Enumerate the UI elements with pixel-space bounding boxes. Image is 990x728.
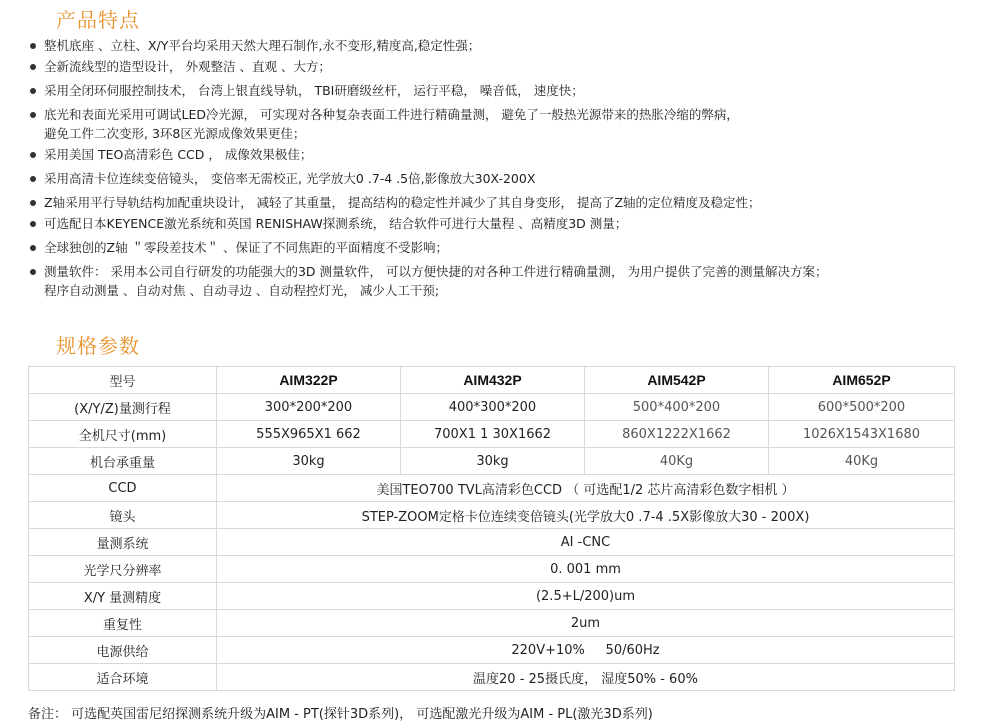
feature-text: 全球独创的Z轴 ＂零段差技术＂ 、保证了不同焦距的平面精度不受影响； [44, 240, 449, 255]
table-cell: 700X1 1 30X1662 [401, 421, 585, 448]
table-cell: (2.5+L/200)um [217, 583, 955, 610]
model-header: AIM322P [217, 367, 401, 394]
table-cell: 0. 001 mm [217, 556, 955, 583]
feature-item-5 [28, 145, 978, 164]
bullet-icon [30, 200, 36, 206]
table-row [29, 610, 955, 637]
table-row [29, 448, 955, 475]
table-row [29, 502, 955, 529]
table-cell: 555X965X1 662 [217, 421, 401, 448]
features-section-title: 产品特点 [56, 8, 140, 32]
row-label: 量测系统 [29, 529, 217, 556]
table-row [29, 475, 955, 502]
bullet-icon [30, 112, 36, 118]
feature-text: 全新流线型的造型设计， 外观整洁 、直观 、大方； [44, 59, 331, 74]
bullet-icon [30, 221, 36, 227]
table-cell: 温度20 - 25摄氏度， 湿度50% - 60% [217, 664, 955, 691]
table-cell: 600*500*200 [769, 394, 955, 421]
table-cell: 500*400*200 [585, 394, 769, 421]
feature-item-1 [28, 36, 978, 55]
table-cell: 40Kg [585, 448, 769, 475]
feature-text: 测量软件： 采用本公司自行研发的功能强大的3D 测量软件， 可以方便快捷的对各种工件进行精确量测， 为用户提供了完善的测量解决方案； [44, 264, 828, 279]
table-row [29, 637, 955, 664]
table-row [29, 421, 955, 448]
table-row [29, 394, 955, 421]
bullet-icon [30, 245, 36, 251]
row-label: 镜头 [29, 502, 217, 529]
feature-text: 程序自动测量 、自动对焦 、自动寻边 、自动程控灯光， 减少人工干预; [44, 283, 440, 298]
bullet-icon [30, 152, 36, 158]
row-label: 机台承重量 [29, 448, 217, 475]
table-cell: 1026X1543X1680 [769, 421, 955, 448]
feature-text: Z轴采用平行导轨结构加配重块设计， 减轻了其重量， 提高结构的稳定性并减少了其自身变形， 提高了Z轴的定位精度及稳定性； [44, 195, 761, 210]
feature-item-2 [28, 57, 978, 76]
row-label: 适合环境 [29, 664, 217, 691]
feature-text: 可选配日本KEYENCE激光系统和英国 RENISHAW探测系统， 结合软件可进行大量程 、高精度3D 测量； [44, 216, 628, 231]
feature-text: 采用高清卡位连续变倍镜头， 变倍率无需校正, 光学放大0 .7-4 .5倍,影像放大30X-200X [44, 171, 536, 186]
feature-item-4 [28, 105, 978, 143]
table-row [29, 529, 955, 556]
feature-text: 采用美国 TEO高清彩色 CCD ， 成像效果极佳； [44, 147, 313, 162]
table-cell: 860X1222X1662 [585, 421, 769, 448]
bullet-icon [30, 88, 36, 94]
row-label: 全机尺寸(mm) [29, 421, 217, 448]
feature-text: 采用全闭环伺服控制技术， 台湾上银直线导轨， TBI研磨级丝杆， 运行平稳， 噪音低， 速度快； [44, 83, 584, 98]
model-header: AIM542P [585, 367, 769, 394]
table-cell: 220V+10% 50/60Hz [217, 637, 955, 664]
header-label: 型号 [29, 367, 217, 394]
table-cell: 40Kg [769, 448, 955, 475]
features-list [28, 36, 978, 302]
row-label: (X/Y/Z)量测行程 [29, 394, 217, 421]
row-label: 光学尺分辨率 [29, 556, 217, 583]
row-label: CCD [29, 475, 217, 502]
feature-text: 整机底座 、立柱、X/Y平台均采用天然大理石制作,永不变形,精度高,稳定性强； [44, 38, 481, 53]
table-cell: 300*200*200 [217, 394, 401, 421]
spec-table [28, 366, 955, 691]
bullet-icon [30, 43, 36, 49]
feature-item-10 [28, 262, 978, 300]
model-header: AIM652P [769, 367, 955, 394]
table-cell: 美国TEO700 TVL高清彩色CCD （ 可选配1/2 芯片高清彩色数字相机 ） [217, 475, 955, 502]
bullet-icon [30, 64, 36, 70]
feature-text: 底光和表面光采用可调试LED冷光源， 可实现对各种复杂表面工件进行精确量测， 避免了一般热光源带来的热胀冷缩的弊病， [44, 107, 739, 122]
feature-item-7 [28, 193, 978, 212]
bullet-icon [30, 176, 36, 182]
footnote: 备注： 可选配英国雷尼绍探测系统升级为AIM - PT(探针3D系列)， 可选配激光升级为AIM - PL(激光3D系列) [28, 707, 653, 722]
feature-item-6 [28, 169, 978, 188]
bullet-icon [30, 269, 36, 275]
feature-item-9 [28, 238, 978, 257]
row-label: 电源供给 [29, 637, 217, 664]
table-row [29, 583, 955, 610]
table-cell: 30kg [217, 448, 401, 475]
specs-section-title: 规格参数 [56, 334, 140, 358]
row-label: X/Y 量测精度 [29, 583, 217, 610]
table-cell: 2um [217, 610, 955, 637]
table-header-row [29, 367, 955, 394]
table-row [29, 664, 955, 691]
feature-item-8 [28, 214, 978, 233]
table-cell: STEP-ZOOM定格卡位连续变倍镜头(光学放大0 .7-4 .5X影像放大30 - 200X) [217, 502, 955, 529]
table-cell: AI -CNC [217, 529, 955, 556]
table-cell: 400*300*200 [401, 394, 585, 421]
row-label: 重复性 [29, 610, 217, 637]
model-header: AIM432P [401, 367, 585, 394]
feature-text: 避免工件二次变形, 3环8区光源成像效果更佳； [44, 126, 306, 141]
feature-item-3 [28, 81, 978, 100]
table-row [29, 556, 955, 583]
table-cell: 30kg [401, 448, 585, 475]
